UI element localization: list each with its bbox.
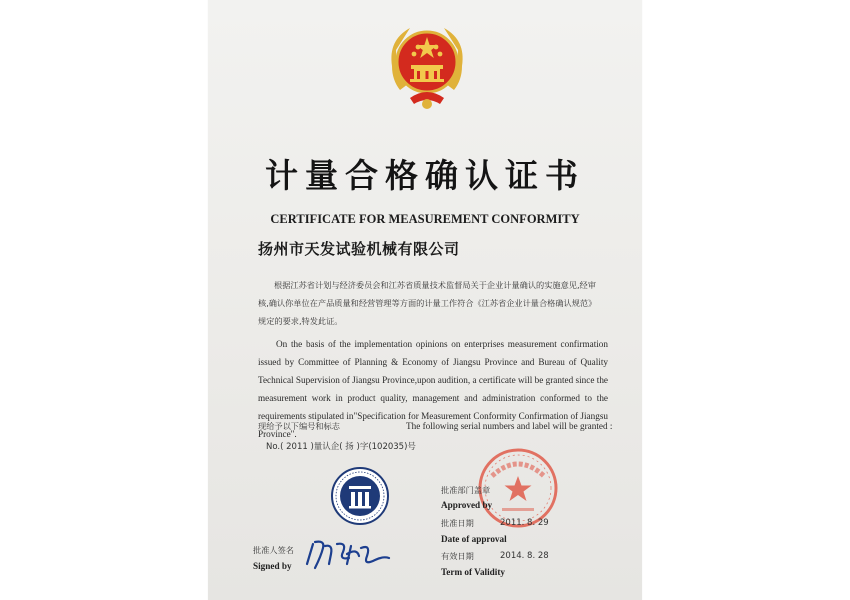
- date-of-approval-label: Date of approval: [441, 534, 507, 544]
- handwritten-signature-icon: [303, 534, 393, 574]
- serial-intro-chinese: 现给予以下编号和标志: [258, 421, 340, 431]
- approved-by-label: Approved by: [441, 500, 493, 510]
- certificate-title-english: CERTIFICATE FOR MEASUREMENT CONFORMITY: [270, 212, 580, 226]
- national-emblem-icon: [386, 20, 468, 114]
- serial-intro-english: The following serial numbers and label will be granted :: [406, 421, 613, 431]
- serial-number: No.( 2011 )量认企( 扬 )字(102035)号: [266, 442, 416, 452]
- body-text-english: On the basis of the implementation opinions on enterprises measurement confirmation issued by Committee of Planning & Economy of Jiangsu Province and Bureau of Quality Technical Supervision of Jiangsu Province,upon audition, a certificate will be granted since the measurement work in product quality, management and administration conformed to the requirements stipulated in"Specification for Measurement Conformity Confirmation of Jiangsu Province".: [258, 339, 608, 439]
- approval-date-value: 2011. 8. 29: [500, 518, 549, 528]
- approving-department-label-chinese: 批准部门盖章: [441, 485, 491, 495]
- validity-label-chinese: 有效日期: [441, 551, 474, 561]
- measurement-conformity-logo-icon: [330, 466, 390, 526]
- validity-date-value: 2014. 8. 28: [500, 551, 549, 561]
- signer-label-chinese: 批准人签名: [253, 545, 294, 555]
- approval-date-label-chinese: 批准日期: [441, 518, 474, 528]
- certificate-sheet: [208, 0, 642, 600]
- body-text-chinese: 根据江苏省计划与经济委员会和江苏省质量技术监督局关于企业计量确认的实施意见,经审核,确认你单位在产品质量和经营管理等方面的计量工作符合《江苏省企业计量合格确认规范》规定的要求,特发此证。: [258, 280, 597, 326]
- signed-by-label: Signed by: [253, 561, 292, 571]
- certificate-title-chinese: 计量合格确认证书: [265, 156, 585, 195]
- term-of-validity-label: Term of Validity: [441, 567, 505, 577]
- company-name: 扬州市天发试验机械有限公司: [258, 240, 460, 258]
